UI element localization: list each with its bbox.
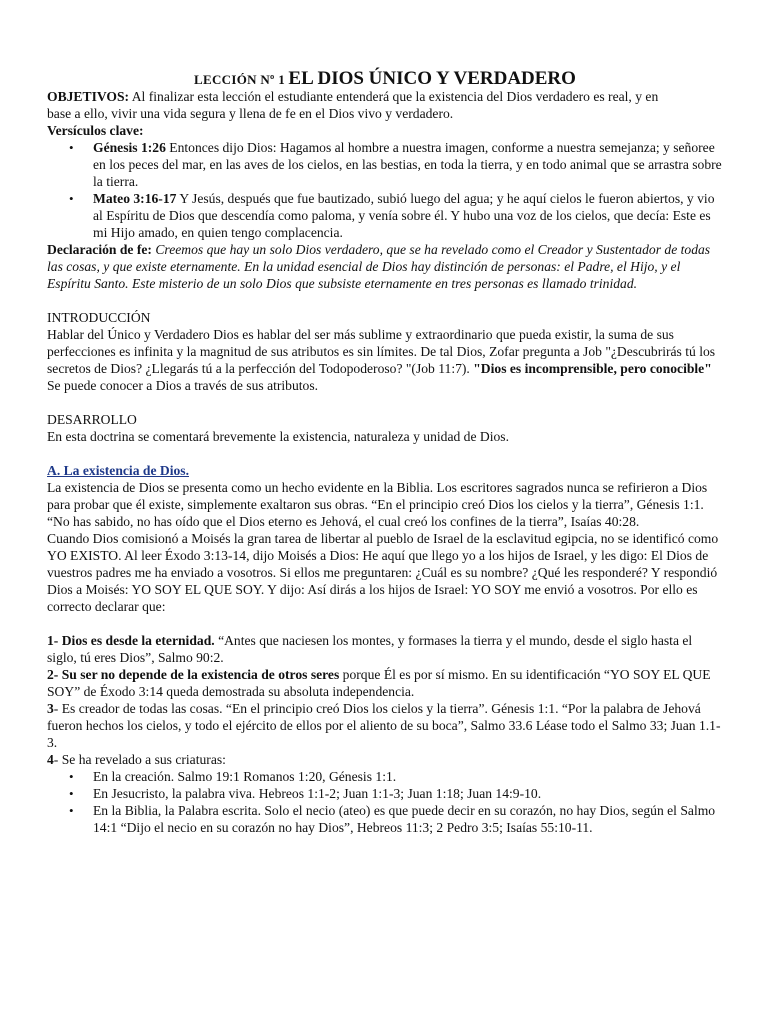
section-a-paragraph-1: La existencia de Dios se presenta como un hecho evidente en la Biblia. Los escritores sagrados nunca se refirieron a Dios para probar que él existe, simplemente exaltaron sus obras. “En el principio creó Dios los cielos y la tierra”, Génesis 1:1. “No has sabido, no has oído que el Dios eterno es Jehová, el cual creó los confines de la tierra”, Isaías 40:28. [47,480,708,529]
objectives-paragraph [47,88,723,105]
point-1-text: “Antes que naciesen los montes, y formases la tierra y el mundo, desde el siglo hasta el siglo, tú eres Dios”, Salmo 90:2. [47,633,693,665]
lesson-main-title: EL DIOS ÚNICO Y VERDADERO [288,68,576,89]
faith-declaration-text: Creemos que hay un solo Dios verdadero, que se ha revelado como el Creador y Sustentador de todas las cosas, y que existe eternamente. En la unidad esencial de Dios hay distinción de personas: el Padre, el Hijo, y el Espíritu Santo. Este misterio de un solo Dios que subsiste eternamente en tres personas es llamado trinidad. [47,242,711,291]
point-3-text: - Es creador de todas las cosas. “En el principio creó Dios los cielos y la tierra”. Génesis 1:1. “Por la palabra de Jehová fueron hechos los cielos, y todo el ejército de ellos por el aliento de su boca”, Salmo 33.6 Léase todo el Salmo 33; Juan 1.1-3. [47,701,721,750]
introduction-bold: "Dios es incomprensible, pero conocible" [473,361,712,376]
lesson-title [47,70,723,88]
verse-reference: Génesis 1:26 [93,140,166,155]
list-item [47,190,723,241]
introduction-text-2: Se puede conocer a Dios a través de sus atributos. [47,378,319,393]
section-a-heading[interactable]: A. La existencia de Dios. [47,463,189,478]
list-item [47,139,723,190]
section-a-paragraph-2: Cuando Dios comisionó a Moisés la gran tarea de libertar al pueblo de Israel de la esclavitud egipcia, no se identificó como YO EXISTO. Al leer Éxodo 3:13-14, dijo Moisés a Dios: He aquí que llego yo a los hijos de Israel, y les digo: El Dios de vuestros padres me ha enviado a vosotros. Si ellos me preguntaren: ¿Cuál es su nombre? ¿Qué les responderé? Y respondió Dios a Moisés: YO SOY EL QUE SOY. Y dijo: Así dirás a los hijos de Israel: YO SOY me envió a vosotros. Por ello es correcto declarar que: [47,531,719,614]
verse-text: Entonces dijo Dios: Hagamos al hombre a nuestra imagen, conforme a nuestra semejanza; y señoree en los peces del mar, en las aves de los cielos, en las bestias, en toda la tierra, y en todo animal que se arrastra sobre la tierra. [93,140,722,189]
list-item: • En la Biblia, la Palabra escrita. Solo el necio (ateo) es que puede decir en su corazón, no hay Dios, según el Salmo 14:1 “Dijo el necio en su corazón no hay Dios”, Hebreos 11:3; 2 Pedro 3:5; Isaías 55:10-11. [47,802,723,836]
verse-reference: Mateo 3:16-17 [93,191,177,206]
introduction-heading: INTRODUCCIÓN [47,310,151,325]
key-verses-label: Versículos clave: [47,123,144,138]
point-3-number: 3 [47,701,54,716]
objectives-text: Al finalizar esta lección el estudiante entenderá que la existencia del Dios verdadero es real, y en [131,89,659,104]
point-1 [47,632,723,666]
point-2-text: porque Él es por sí mismo. En su identificación “YO SOY EL QUE SOY” de Éxodo 3:14 queda demostrada su absoluta independencia. [47,667,711,699]
development-heading: DESARROLLO [47,412,137,427]
point-2 [47,666,723,700]
list-item: • En la creación. Salmo 19:1 Romanos 1:20, Génesis 1:1. [47,768,723,785]
key-verses-list [47,139,723,241]
development-text: En esta doctrina se comentará brevemente la existencia, naturaleza y unidad de Dios. [47,429,509,444]
list-item: • En Jesucristo, la palabra viva. Hebreos 1:1-2; Juan 1:1-3; Juan 1:18; Juan 14:9-10. [47,785,723,802]
document-page [47,70,723,836]
point-4-text: - Se ha revelado a sus criaturas: [53,752,226,767]
point-4-number: 4 [47,752,54,767]
verse-text: Y Jesús, después que fue bautizado, subió luego del agua; y he aquí cielos le fueron abiertos, y vio al Espíritu de Dios que descendía como paloma, y venía sobre él. Y hubo una voz de los cielos, que decía: Este es mi Hijo amado, en quien tengo complacencia. [93,191,715,240]
faith-declaration [47,241,723,292]
introduction-text: Hablar del Único y Verdadero Dios es hablar del ser más sublime y extraordinario que pueda existir, la suma de sus perfecciones es infinita y la magnitud de sus atributos es sin límites. De tal Dios, Zofar pregunta a Job "¿Descubrirás tú los secretos de Dios? ¿Llegarás tú a la perfección del Todopoderoso? "(Job 11:7). [47,327,716,376]
point-4 [47,751,723,768]
point-2-bold: 2- Su ser no depende de la existencia de otros seres [47,667,340,682]
introduction-paragraph [47,326,723,394]
point-3 [47,700,723,751]
revelation-list [47,768,723,836]
point-1-bold: 1- Dios es desde la eternidad. [47,633,215,648]
faith-declaration-label: Declaración de fe: [47,242,152,257]
lesson-number: LECCIÓN Nº 1 [194,72,286,87]
objectives-label: OBJETIVOS: [47,89,130,104]
objectives-text-2: base a ello, vivir una vida segura y llena de fe en el Dios vivo y verdadero. [47,106,454,121]
